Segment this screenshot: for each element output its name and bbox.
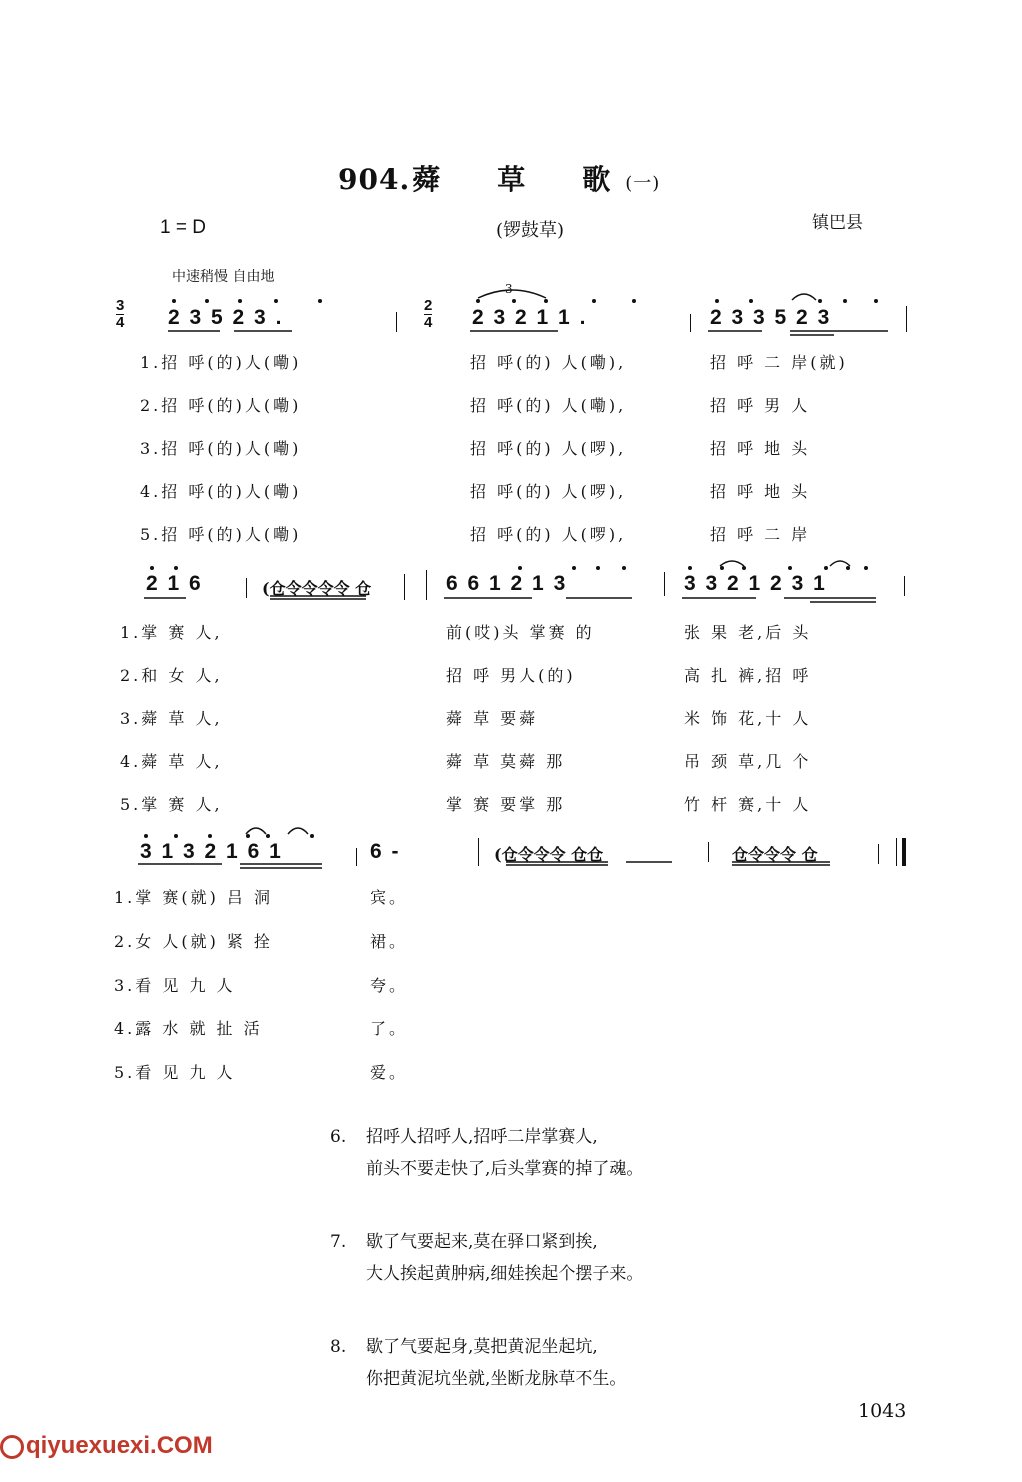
lyric-r1-v3-c: 招 呼 地 头 bbox=[710, 439, 811, 458]
lyric-r3-v5-a: 5.看 见 九 人 bbox=[114, 1063, 236, 1082]
song-region: 镇巴县 bbox=[812, 213, 863, 233]
verse-line: 你把黄泥坑坐就,坐断龙脉草不生。 bbox=[366, 1369, 627, 1389]
octave-dot bbox=[632, 299, 636, 303]
octave-dot bbox=[596, 566, 600, 570]
lyric-r2-v5-b: 掌 赛 要掌 那 bbox=[446, 795, 566, 814]
lyric-r2-v4-a: 4.蕣 草 人, bbox=[120, 752, 223, 771]
lyric-r1-v2-b: 招 呼(的) 人(嘞), bbox=[470, 396, 627, 415]
lyric-r2-v5-c: 竹 杆 赛,十 人 bbox=[684, 795, 812, 814]
notes-row2-seg1: 2 1 6 bbox=[146, 572, 203, 595]
lyric-r2-v1-c: 张 果 老,后 头 bbox=[684, 623, 812, 642]
slur bbox=[478, 290, 546, 298]
octave-dot bbox=[592, 299, 596, 303]
octave-dot bbox=[174, 834, 178, 838]
octave-dot bbox=[274, 299, 278, 303]
octave-dot bbox=[144, 834, 148, 838]
verse-line: 歇了气要起身,莫把黄泥坐起坑, bbox=[366, 1337, 598, 1357]
octave-dot bbox=[246, 834, 250, 838]
octave-dot bbox=[864, 566, 868, 570]
gong-pattern-row3-b: 仓令令令 仓 bbox=[732, 845, 818, 864]
notes-row1-seg1: 2 3 5 2 3 . bbox=[168, 306, 284, 329]
lyric-r1-v4-b: 招 呼(的) 人(啰), bbox=[470, 482, 627, 501]
octave-dot bbox=[720, 566, 724, 570]
octave-dot bbox=[310, 834, 314, 838]
verse-number: 6. bbox=[330, 1127, 347, 1147]
octave-dot bbox=[749, 299, 753, 303]
key-signature: 1 = D bbox=[160, 217, 206, 238]
notes-row1-seg2: 2 3 2 1 1 . bbox=[472, 306, 588, 329]
notes-row1-seg3: 2 3 3 5 2 3 bbox=[710, 306, 832, 329]
notes-row3-seg1: 3 1 3 2 1 6 1 bbox=[140, 840, 283, 863]
lyric-r1-v4-a: 4.招 呼(的)人(嘞) bbox=[140, 482, 302, 501]
lyric-r2-v4-b: 蕣 草 莫蕣 那 bbox=[446, 752, 566, 771]
verse-line: 招呼人招呼人,招呼二岸掌赛人, bbox=[366, 1127, 598, 1147]
octave-dot bbox=[172, 299, 176, 303]
ts-numerator: 3 bbox=[116, 297, 125, 314]
triplet-mark: 3 bbox=[505, 282, 513, 296]
octave-dot bbox=[622, 566, 626, 570]
gong-pattern-row2: (仓令令令令 仓 bbox=[262, 579, 372, 598]
octave-dot bbox=[476, 299, 480, 303]
octave-dot bbox=[715, 299, 719, 303]
octave-dot bbox=[205, 299, 209, 303]
slur bbox=[792, 294, 816, 300]
lyric-r3-v5-b: 爱。 bbox=[370, 1063, 409, 1082]
octave-dot bbox=[742, 566, 746, 570]
ts-numerator: 2 bbox=[424, 297, 433, 314]
verse-line: 前头不要走快了,后头掌赛的掉了魂。 bbox=[366, 1159, 644, 1179]
lyric-r3-v3-b: 夸。 bbox=[370, 976, 409, 995]
song-subtitle: (锣鼓草) bbox=[496, 220, 565, 241]
lyric-r1-v4-c: 招 呼 地 头 bbox=[710, 482, 811, 501]
lyric-r1-v5-a: 5.招 呼(的)人(嘞) bbox=[140, 525, 302, 544]
title-part: (一) bbox=[625, 173, 661, 194]
lyric-r3-v4-a: 4.露 水 就 扯 活 bbox=[114, 1019, 263, 1038]
title-char-3: 歌 bbox=[582, 163, 612, 196]
lyric-r1-v2-a: 2.招 呼(的)人(嘞) bbox=[140, 396, 302, 415]
lyric-r3-v3-a: 3.看 见 九 人 bbox=[114, 976, 236, 995]
lyric-r3-v2-b: 裙。 bbox=[370, 932, 409, 951]
lyric-r1-v5-b: 招 呼(的) 人(啰), bbox=[470, 525, 627, 544]
title-char-1: 蕣 bbox=[412, 163, 442, 196]
ts-denominator: 4 bbox=[424, 314, 433, 331]
verse-line: 歇了气要起来,莫在驿口紧到挨, bbox=[366, 1232, 598, 1252]
lyric-r1-v3-b: 招 呼(的) 人(啰), bbox=[470, 439, 627, 458]
notes-row2-seg3: 3 3 2 1 2 3 1 bbox=[684, 572, 827, 595]
octave-dot bbox=[688, 566, 692, 570]
octave-dot bbox=[266, 834, 270, 838]
lyric-r3-v2-a: 2.女 人(就) 紧 拴 bbox=[114, 932, 274, 951]
lyric-r1-v3-a: 3.招 呼(的)人(嘞) bbox=[140, 439, 302, 458]
lyric-r1-v1-c: 招 呼 二 岸(就) bbox=[710, 353, 848, 372]
octave-dot bbox=[512, 299, 516, 303]
title-char-2: 草 bbox=[497, 163, 527, 196]
lyric-r2-v5-a: 5.掌 赛 人, bbox=[120, 795, 223, 814]
lyric-r2-v4-c: 吊 颈 草,几 个 bbox=[684, 752, 812, 771]
lyric-r3-v1-b: 宾。 bbox=[370, 888, 409, 907]
octave-dot bbox=[846, 566, 850, 570]
lyric-r2-v2-a: 2.和 女 人, bbox=[120, 666, 223, 685]
lyric-r2-v3-a: 3.蕣 草 人, bbox=[120, 709, 223, 728]
lyric-r3-v1-a: 1.掌 赛(就) 吕 洞 bbox=[114, 888, 274, 907]
verse-line: 大人挨起黄肿病,细娃挨起个摆子来。 bbox=[366, 1264, 644, 1284]
octave-dot bbox=[818, 299, 822, 303]
lyric-r2-v2-b: 招 呼 男人(的) bbox=[446, 666, 576, 685]
lyric-r1-v1-a: 1.招 呼(的)人(嘞) bbox=[140, 353, 302, 372]
octave-dot bbox=[544, 299, 548, 303]
lyric-r1-v2-c: 招 呼 男 人 bbox=[710, 396, 811, 415]
lyric-r1-v5-c: 招 呼 二 岸 bbox=[710, 525, 811, 544]
octave-dot bbox=[518, 566, 522, 570]
octave-dot bbox=[572, 566, 576, 570]
octave-dot bbox=[208, 834, 212, 838]
ts-denominator: 4 bbox=[116, 314, 125, 331]
octave-dot bbox=[788, 566, 792, 570]
slur bbox=[830, 561, 850, 566]
octave-dot bbox=[874, 299, 878, 303]
slur bbox=[720, 561, 744, 566]
lyric-r2-v3-c: 米 饰 花,十 人 bbox=[684, 709, 812, 728]
song-number: 904. bbox=[338, 163, 411, 196]
verse-number: 8. bbox=[330, 1337, 347, 1357]
octave-dot bbox=[824, 566, 828, 570]
octave-dot bbox=[843, 299, 847, 303]
slur bbox=[288, 828, 308, 834]
octave-dot bbox=[150, 566, 154, 570]
lyric-r2-v2-c: 高 扎 裤,招 呼 bbox=[684, 666, 812, 685]
notes-row3-seg2: 6 - bbox=[370, 840, 401, 863]
lyric-r2-v1-a: 1.掌 赛 人, bbox=[120, 623, 223, 642]
slur bbox=[246, 828, 266, 834]
octave-dot bbox=[174, 566, 178, 570]
watermark-text: qiyuexuexi.COM bbox=[26, 1432, 213, 1459]
lyric-r2-v3-b: 蕣 草 要蕣 bbox=[446, 709, 539, 728]
gong-pattern-row3-a: (仓令令令 仓仓 bbox=[494, 845, 604, 864]
lyric-r1-v1-b: 招 呼(的) 人(嘞), bbox=[470, 353, 627, 372]
lyric-r3-v4-b: 了。 bbox=[370, 1019, 409, 1038]
octave-dot bbox=[318, 299, 322, 303]
verse-number: 7. bbox=[330, 1232, 347, 1252]
octave-dot bbox=[238, 299, 242, 303]
lyric-r2-v1-b: 前(哎)头 掌赛 的 bbox=[446, 623, 595, 642]
tempo-marking: 中速稍慢 自由地 bbox=[172, 269, 275, 285]
page-number: 1043 bbox=[858, 1400, 907, 1422]
notes-row2-seg2: 6 6 1 2 1 3 bbox=[446, 572, 568, 595]
